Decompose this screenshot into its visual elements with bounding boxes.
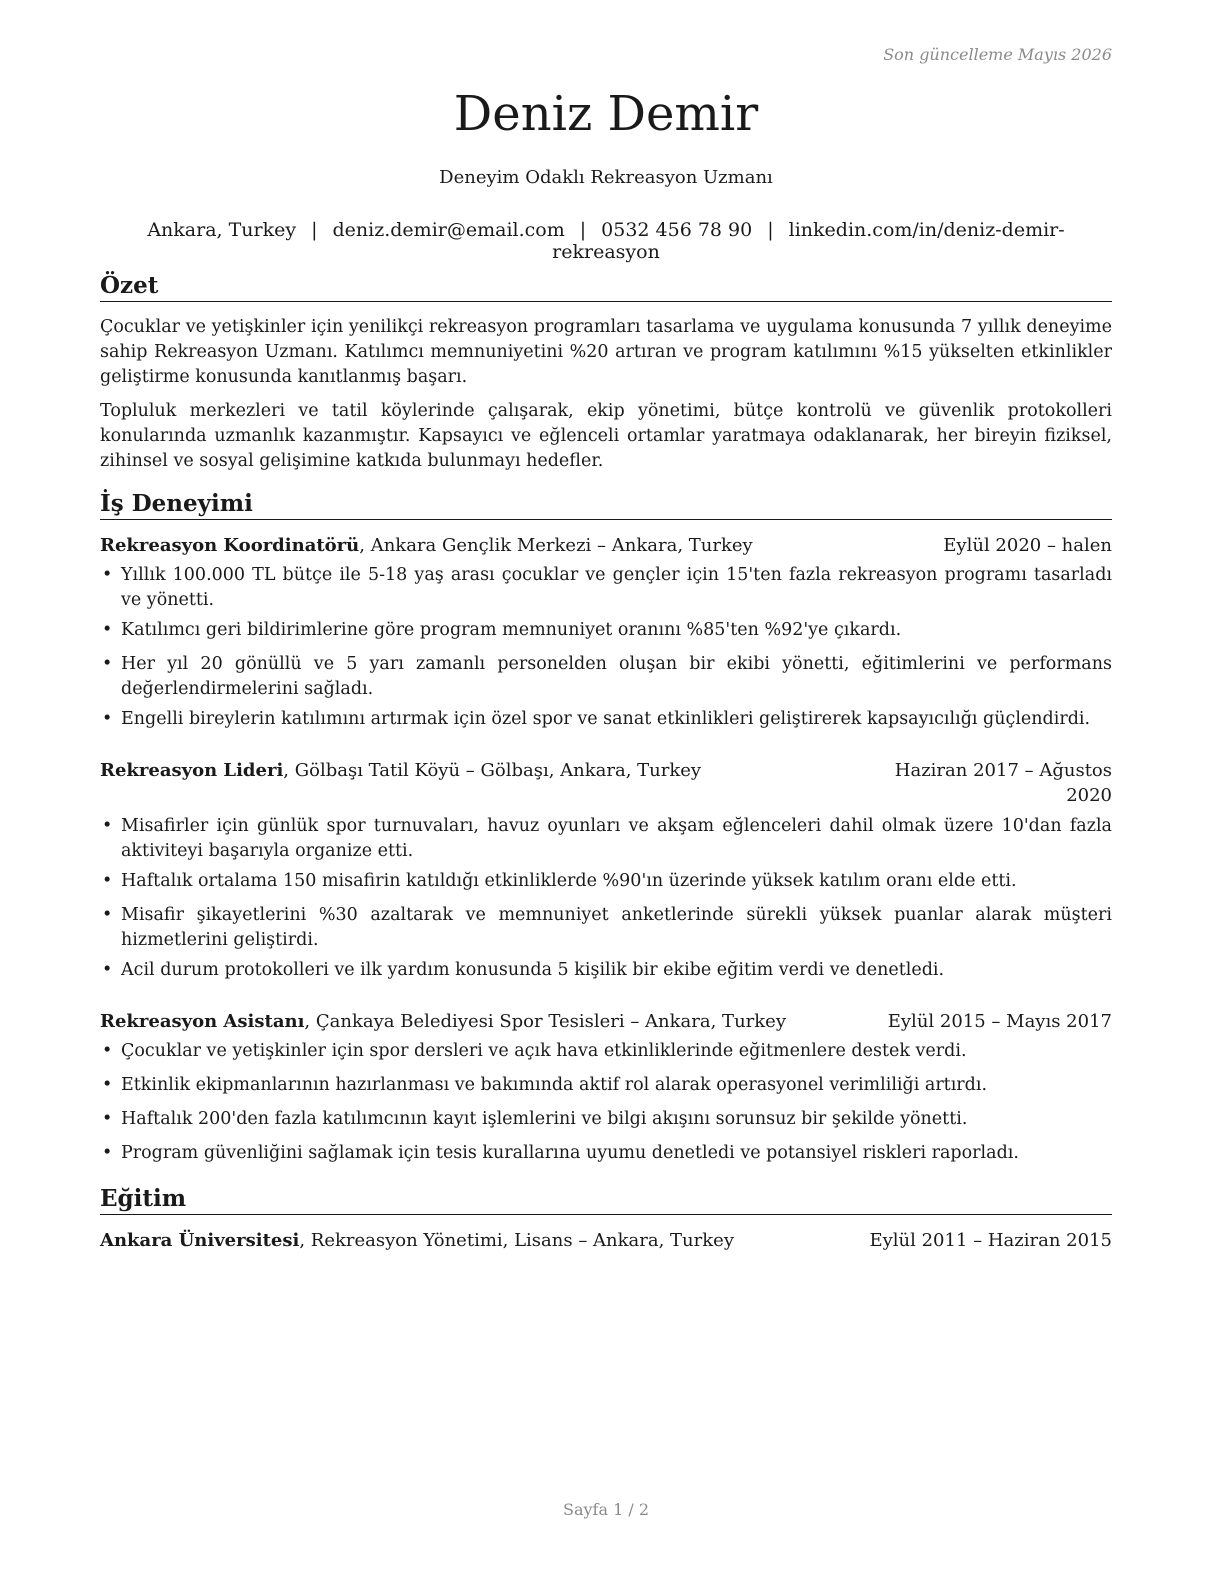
education-details: , Rekreasyon Yönetimi, Lisans – Ankara, Turkey (299, 1230, 734, 1251)
page-number: Sayfa 1 / 2 (562, 1500, 649, 1519)
contact-email[interactable]: deniz.demir@email.com (332, 219, 565, 241)
experience-heading: İş Deneyimi (100, 490, 1112, 520)
contact-phone[interactable]: 0532 456 78 90 (601, 219, 753, 241)
resume-page (100, 0, 1112, 1584)
job-org: , Çankaya Belediyesi Spor Tesisleri – Ankara, Turkey (304, 1011, 786, 1032)
contact-linkedin[interactable]: linkedin.com/in/deniz-demir-rekreasyon (552, 219, 1065, 263)
job-header (100, 1009, 1112, 1034)
education-entry (100, 1228, 1112, 1253)
list-item: • Katılımcı geri bildirimlerine göre program memnuniyet oranını %85'ten %92'ye çıkardı. (100, 618, 1112, 643)
last-updated: Son güncelleme Mayıs 2026 (883, 45, 1112, 64)
job-title: Rekreasyon Koordinatörü (100, 535, 360, 556)
list-item: • Program güvenliğini sağlamak için tesis kurallarına uyumu denetledi ve potansiyel riskleri raporladı. (100, 1141, 1112, 1166)
job-date: Eylül 2020 – halen (943, 535, 1112, 556)
summary-paragraph: Topluluk merkezleri ve tatil köylerinde çalışarak, ekip yönetimi, bütçe kontrolü ve güvenlik protokolleri konularında uzmanlık kazanmıştır. Kapsayıcı ve eğlenceli ortamlar yaratmaya odaklanarak, her bireyin fiziksel, zihinsel ve sosyal gelişimine katkıda bulunmayı hedefler. (100, 401, 1112, 471)
contact-location: Ankara, Turkey (147, 219, 297, 241)
summary-heading: Özet (100, 272, 1112, 302)
contact-separator: | (311, 219, 318, 241)
job-date: Haziran 2017 – Ağustos 2020 (894, 760, 1112, 806)
job-org: , Ankara Gençlik Merkezi – Ankara, Turkey (359, 535, 753, 556)
job-date: Eylül 2015 – Mayıs 2017 (887, 1011, 1112, 1032)
job-org: , Gölbaşı Tatil Köyü – Gölbaşı, Ankara, Turkey (283, 760, 702, 781)
list-item: • Misafirler için günlük spor turnuvaları, havuz oyunları ve akşam eğlenceleri dahil olmak üzere 10'dan fazla aktiviteyi başarıyla organize etti. (100, 814, 1112, 864)
contact-line (100, 219, 1112, 263)
job-header (100, 533, 1112, 558)
job-bullets (100, 563, 1112, 732)
list-item: • Yıllık 100.000 TL bütçe ile 5-18 yaş arası çocuklar ve gençler için 15'ten fazla rekreasyon programı tasarladı ve yönetti. (100, 563, 1112, 613)
list-item: • Etkinlik ekipmanlarının hazırlanması ve bakımında aktif rol alarak operasyonel verimliliği artırdı. (100, 1073, 1112, 1098)
person-name: Deniz Demir (453, 86, 759, 142)
job-title: Rekreasyon Lideri (100, 760, 284, 781)
list-item: • Misafir şikayetlerini %30 azaltarak ve memnuniyet anketlerinde sürekli yüksek puanlar alarak müşteri hizmetlerini geliştirdi. (100, 903, 1112, 953)
job-bullets (100, 814, 1112, 983)
summary-paragraph: Çocuklar ve yetişkinler için yenilikçi rekreasyon programları tasarlama ve uygulama konusunda 7 yıllık deneyime sahip Rekreasyon Uzmanı. Katılımcı memnuniyetini %20 artıran ve program katılımını %15 yükselten etkinlikler geliştirme konusunda kanıtlanmış başarı. (100, 317, 1112, 387)
contact-separator: | (767, 219, 774, 241)
job-header (100, 758, 1112, 806)
list-item: • Her yıl 20 gönüllü ve 5 yarı zamanlı personelden oluşan bir ekibi yönetti, eğitimlerini ve performans değerlendirmelerini sağladı. (100, 652, 1112, 702)
job-bullets (100, 1039, 1112, 1166)
contact-separator: | (579, 219, 587, 241)
list-item: • Engelli bireylerin katılımını artırmak için özel spor ve sanat etkinlikleri geliştirerek kapsayıcılığı güçlendirdi. (100, 707, 1112, 732)
school-name: Ankara Üniversitesi (100, 1230, 300, 1251)
list-item: • Haftalık 200'den fazla katılımcının kayıt işlemlerini ve bilgi akışını sorunsuz bir şekilde yönetti. (100, 1107, 1112, 1132)
education-heading: Eğitim (100, 1185, 1112, 1215)
job-title: Rekreasyon Asistanı (100, 1011, 305, 1032)
education-date: Eylül 2011 – Haziran 2015 (869, 1230, 1112, 1251)
job-role: Deneyim Odaklı Rekreasyon Uzmanı (439, 167, 773, 188)
list-item: • Acil durum protokolleri ve ilk yardım konusunda 5 kişilik bir ekibe eğitim verdi ve denetledi. (100, 958, 1112, 983)
list-item: • Haftalık ortalama 150 misafirin katıldığı etkinliklerde %90'ın üzerinde yüksek katılım oranı elde etti. (100, 869, 1112, 894)
list-item: • Çocuklar ve yetişkinler için spor dersleri ve açık hava etkinliklerinde eğitmenlere destek verdi. (100, 1039, 1112, 1064)
